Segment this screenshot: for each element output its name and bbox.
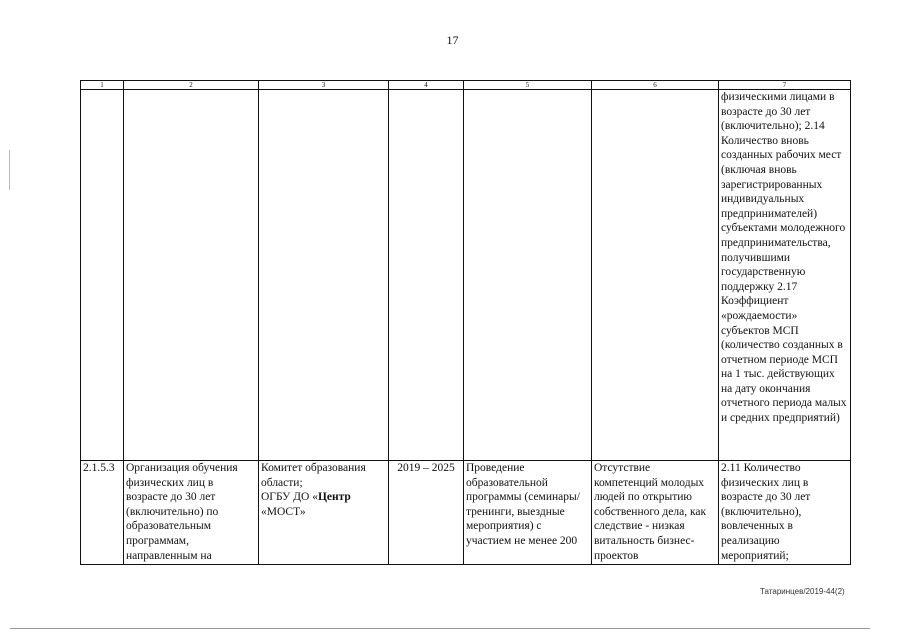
- executor-line: ОГБУ ДО «: [261, 491, 318, 504]
- column-number-row: [81, 81, 851, 90]
- table-cell: [464, 90, 592, 461]
- table-cell: [389, 90, 464, 461]
- table-cell: [592, 90, 719, 461]
- scan-edge-mark: [9, 150, 10, 190]
- indicators-cell: физическими лицами в возрасте до 30 лет (включительно); 2.14 Количество вновь созданных рабочих мест (включая вновь зарегистрированных индивидуальных предпринимателей) субъектами молодежного предпринимательства, получившими государственную поддержку 2.17 Коэффициент «рождаемости» субъектов МСП (количество созданных в отчетном периоде МСП на 1 тыс. действующих на дату окончания отчетного периода малых и средних предприятий): [719, 90, 851, 461]
- column-number: 6: [592, 81, 719, 90]
- column-number: 2: [124, 81, 259, 90]
- scan-edge-line: [10, 628, 870, 629]
- column-number: 5: [464, 81, 592, 90]
- result-cell: Проведение образовательной программы (семинары/тренинги, выездные мероприятия) с участием не менее 200: [464, 461, 592, 565]
- measure-name-cell: Организация обучения физических лиц в возрасте до 30 лет (включительно) по образовательным программам, направленным на: [124, 461, 259, 565]
- column-number: 4: [389, 81, 464, 90]
- executor-line: Комитет образования области;: [261, 462, 366, 489]
- executor-line-bold: Центр: [317, 491, 351, 504]
- table-row: [81, 90, 851, 461]
- page-number: 17: [446, 33, 459, 47]
- document-code: Татаринцев/2019-44(2): [760, 587, 845, 596]
- table-cell: [124, 90, 259, 461]
- table-cell: [259, 90, 389, 461]
- column-number: 1: [81, 81, 124, 90]
- measures-table: [80, 80, 851, 565]
- period-cell: 2019 – 2025: [389, 461, 464, 565]
- table-cell: [81, 90, 124, 461]
- column-number: 7: [719, 81, 851, 90]
- executor-line: «МОСТ»: [261, 505, 306, 518]
- table-row: [81, 461, 851, 565]
- indicators-cell: 2.11 Количество физических лиц в возрасте до 30 лет (включительно), вовлеченных в реализацию мероприятий;: [719, 461, 851, 565]
- measure-number-cell: 2.1.5.3: [81, 461, 124, 565]
- column-number: 3: [259, 81, 389, 90]
- problem-cell: Отсутствие компетенций молодых людей по открытию собственного дела, как следствие - низкая витальность бизнес-проектов: [592, 461, 719, 565]
- executor-cell: [259, 461, 389, 565]
